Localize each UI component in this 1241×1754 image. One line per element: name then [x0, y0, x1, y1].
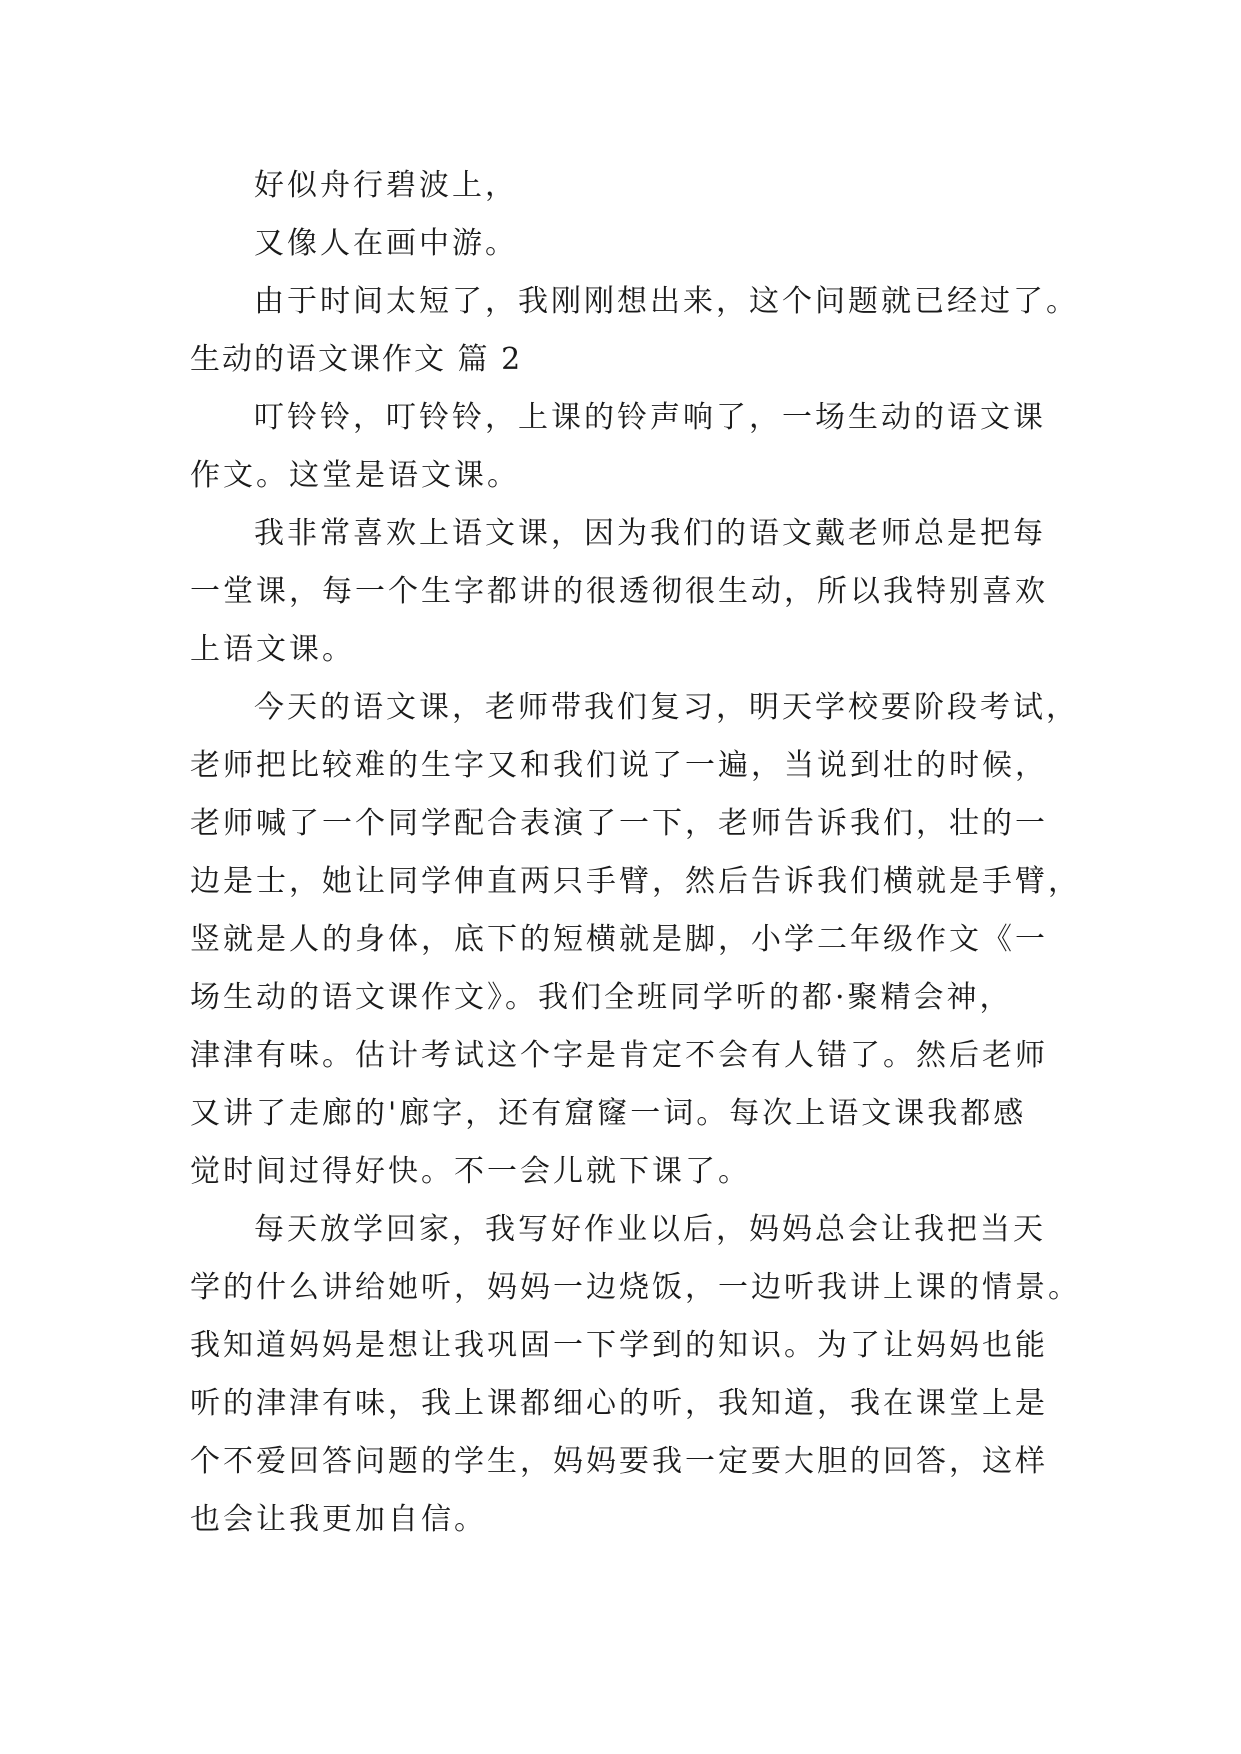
document-body [190, 157, 1081, 1549]
paragraph [190, 679, 1081, 1201]
poem-line: 好似舟行碧波上， [254, 168, 518, 203]
paragraph-line: 我知道妈妈是想让我巩固一下学到的知识。为了让妈妈也能 [190, 1328, 1048, 1363]
closing-sentence: 由于时间太短了，我刚刚想出来，这个问题就已经过了。 [254, 284, 1079, 319]
paragraph-line: 叮铃铃，叮铃铃，上课的铃声响了，一场生动的语文课 [254, 400, 1046, 435]
paragraph [190, 1201, 1081, 1549]
paragraph-line: 老师喊了一个同学配合表演了一下，老师告诉我们，壮的一 [190, 806, 1048, 841]
paragraph-line: 津津有味。估计考试这个字是肯定不会有人错了。然后老师 [190, 1038, 1048, 1073]
paragraph [190, 505, 1062, 679]
paragraph-line: 边是士，她让同学伸直两只手臂，然后告诉我们横就是手臂， [190, 864, 1081, 899]
paragraph-line: 老师把比较难的生字又和我们说了一遍，当说到壮的时候， [190, 748, 1048, 783]
paragraph-line: 作文。这堂是语文课。 [190, 458, 520, 493]
paragraph-line: 个不爱回答问题的学生，妈妈要我一定要大胆的回答，这样 [190, 1444, 1048, 1479]
paragraph-line: 觉时间过得好快。不一会儿就下课了。 [190, 1154, 751, 1189]
paragraph-line: 又讲了走廊的'廊字，还有窟窿一词。每次上语文课我都感 [190, 1096, 1027, 1131]
paragraph-line: 也会让我更加自信。 [190, 1502, 487, 1537]
paragraph-line: 一堂课，每一个生字都讲的很透彻很生动，所以我特别喜欢 [190, 574, 1048, 609]
paragraph [190, 389, 1062, 505]
poem-line: 又像人在画中游。 [254, 226, 518, 261]
paragraph-line: 竖就是人的身体，底下的短横就是脚，小学二年级作文《一 [190, 922, 1048, 957]
paragraph-line: 我非常喜欢上语文课，因为我们的语文戴老师总是把每 [254, 516, 1046, 551]
paragraph-line: 学的什么讲给她听，妈妈一边烧饭，一边听我讲上课的情景。 [190, 1270, 1081, 1305]
section-heading: 生动的语文课作文 篇 2 [190, 342, 523, 377]
paragraph-line: 每天放学回家，我写好作业以后，妈妈总会让我把当天 [254, 1212, 1046, 1247]
paragraph-line: 听的津津有味，我上课都细心的听，我知道，我在课堂上是 [190, 1386, 1048, 1421]
paragraph-line: 上语文课。 [190, 632, 355, 667]
paragraph-line: 今天的语文课，老师带我们复习，明天学校要阶段考试， [254, 690, 1079, 725]
paragraph-line: 场生动的语文课作文》。我们全班同学听的都·聚精会神， [190, 980, 1013, 1015]
